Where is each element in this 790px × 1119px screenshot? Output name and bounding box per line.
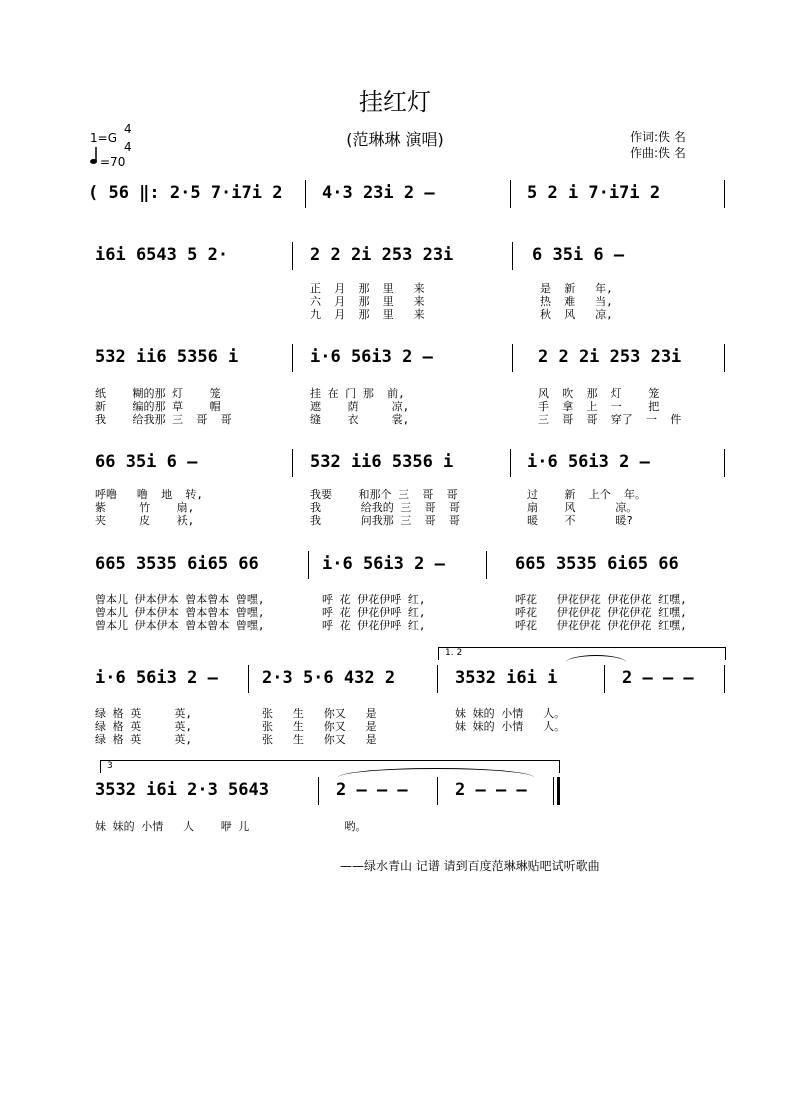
lyric-5-2-2: 呼 花 伊花伊呼 红, bbox=[322, 606, 426, 619]
lyric-6-1-2: 绿 格 英 英, bbox=[95, 720, 192, 733]
measure-5-3: 665 3535 6i65 66 bbox=[515, 554, 679, 574]
lyric-7-1-1: 妹 妹的 小情 人 咿 儿 bbox=[95, 820, 250, 833]
measure-4-2: 532 ii6 5356 i bbox=[310, 452, 454, 472]
lyric-6-2-1: 张 生 你又 是 bbox=[262, 707, 377, 720]
measure-6-3: 3532 i6i i bbox=[455, 668, 558, 688]
measure-5-1: 665 3535 6i65 66 bbox=[95, 554, 259, 574]
lyric-6-2-3: 张 生 你又 是 bbox=[262, 733, 377, 746]
lyric-5-2-1: 呼 花 伊花伊呼 红, bbox=[322, 593, 426, 606]
lyric-2-2-2: 六 月 那 里 来 bbox=[310, 295, 425, 308]
measure-6-1: i·6 56i3 2 — bbox=[95, 668, 218, 688]
lyric-3-2-2: 遮 荫 凉, bbox=[310, 400, 410, 413]
lyric-3-3-2: 手 拿 上 一 把 bbox=[538, 400, 660, 413]
barline bbox=[437, 777, 438, 805]
lyric-2-2-1: 正 月 那 里 来 bbox=[310, 282, 425, 295]
lyric-4-3-3: 暖 不 暖? bbox=[527, 514, 633, 527]
barline bbox=[512, 344, 513, 372]
measure-3-3: 2 2 2i 253 23i bbox=[538, 347, 682, 367]
score-row-5 bbox=[0, 547, 790, 587]
barline bbox=[604, 665, 605, 693]
lyric-2-3-2: 热 难 当, bbox=[540, 295, 613, 308]
score-row-1 bbox=[0, 176, 790, 216]
measure-5-2: i·6 56i3 2 — bbox=[322, 554, 445, 574]
measure-7-2: 2 — — — bbox=[336, 780, 408, 800]
key-signature: 1=G bbox=[90, 131, 117, 145]
measure-6-4: 2 — — — bbox=[622, 668, 694, 688]
lyric-6-3-1: 妹 妹的 小情 人。 bbox=[455, 707, 566, 720]
barline bbox=[724, 180, 725, 208]
barline bbox=[305, 180, 306, 208]
score-row-7 bbox=[0, 773, 790, 813]
score-row-2 bbox=[0, 238, 790, 278]
lyric-6-2-2: 张 生 你又 是 bbox=[262, 720, 377, 733]
barline bbox=[510, 180, 511, 208]
lyric-5-1-3: 曾本儿 伊本伊本 曾本曾本 曾嘿, bbox=[95, 619, 265, 632]
measure-6-2: 2·3 5·6 432 2 bbox=[262, 668, 396, 688]
lyric-4-3-1: 过 新 上个 年。 bbox=[527, 488, 646, 501]
lyric-3-1-3: 我 给我那 三 哥 哥 bbox=[95, 413, 232, 426]
song-title: 挂红灯 bbox=[359, 88, 431, 116]
lyric-6-1-3: 绿 格 英 英, bbox=[95, 733, 192, 746]
lyric-6-3-2: 妹 妹的 小情 人。 bbox=[455, 720, 566, 733]
barline bbox=[308, 551, 309, 579]
final-barline-thick bbox=[557, 777, 560, 805]
lyric-2-3-3: 秋 风 凉, bbox=[540, 308, 613, 321]
barline bbox=[437, 665, 438, 693]
barline bbox=[512, 242, 513, 270]
barline bbox=[724, 449, 725, 477]
tempo-mark: =70 bbox=[100, 155, 126, 169]
lyric-5-1-1: 曾本儿 伊本伊本 曾本曾本 曾嘿, bbox=[95, 593, 265, 606]
measure-4-1: 66 35i 6 — bbox=[95, 452, 198, 472]
lyric-6-1-1: 绿 格 英 英, bbox=[95, 707, 192, 720]
lyric-4-2-3: 我 问我那 三 哥 哥 bbox=[310, 514, 460, 527]
measure-4-3: i·6 56i3 2 — bbox=[527, 452, 650, 472]
measure-1-2: 4·3 23i 2 — bbox=[322, 183, 435, 203]
barline bbox=[292, 242, 293, 270]
lyric-7-2-1: 哟。 bbox=[318, 820, 367, 833]
measure-3-1: 532 ii6 5356 i bbox=[95, 347, 239, 367]
score-row-3 bbox=[0, 340, 790, 380]
time-signature-top: 4 bbox=[124, 122, 132, 136]
lyric-5-2-3: 呼 花 伊花伊呼 红, bbox=[322, 619, 426, 632]
lyric-3-3-1: 风 吹 那 灯 笼 bbox=[538, 387, 660, 400]
barline bbox=[486, 551, 487, 579]
final-barline-thin bbox=[553, 777, 554, 805]
lyric-3-2-1: 挂 在 门 那 前, bbox=[310, 387, 405, 400]
measure-7-1: 3532 i6i 2·3 5643 bbox=[95, 780, 269, 800]
barline bbox=[724, 344, 725, 372]
barline bbox=[318, 777, 319, 805]
lyric-5-3-3: 呼花 伊花伊花 伊花伊花 红嘿, bbox=[515, 619, 687, 632]
measure-2-3: 6 35i 6 — bbox=[532, 245, 625, 265]
volta-label: 3 bbox=[107, 761, 113, 771]
measure-1-1: ( 56 ‖: 2·5 7·i7i 2 bbox=[88, 183, 283, 203]
lyricist-credit: 作词:佚 名 bbox=[630, 130, 686, 144]
lyric-3-1-2: 新 编的那 草 帽 bbox=[95, 400, 221, 413]
lyric-4-3-2: 扇 风 凉。 bbox=[527, 501, 638, 514]
time-signature-bottom: 4 bbox=[124, 140, 132, 154]
measure-1-3: 5 2 i 7·i7i 2 bbox=[527, 183, 661, 203]
lyric-4-2-1: 我要 和那个 三 哥 哥 bbox=[310, 488, 458, 501]
lyric-4-1-2: 紫 竹 扇, bbox=[95, 501, 195, 514]
measure-2-1: i6i 6543 5 2· bbox=[95, 245, 229, 265]
lyric-3-3-3: 三 哥 哥 穿了 一 件 bbox=[538, 413, 682, 426]
score-row-4 bbox=[0, 445, 790, 485]
barline bbox=[248, 665, 249, 693]
lyric-3-2-3: 缝 衣 裳, bbox=[310, 413, 410, 426]
lyric-2-2-3: 九 月 那 里 来 bbox=[310, 308, 425, 321]
barline bbox=[292, 344, 293, 372]
lyric-4-1-1: 呼噜 噜 地 转, bbox=[95, 488, 203, 501]
barline bbox=[292, 449, 293, 477]
composer-credit: 作曲:佚 名 bbox=[630, 146, 686, 160]
measure-3-2: i·6 56i3 2 — bbox=[310, 347, 433, 367]
quarter-note-icon bbox=[90, 146, 98, 164]
transcriber-footer: ——绿水青山 记谱 请到百度范琳琳贴吧试听歌曲 bbox=[340, 859, 600, 873]
lyric-5-3-1: 呼花 伊花伊花 伊花伊花 红嘿, bbox=[515, 593, 687, 606]
lyric-4-1-3: 夹 皮 袄, bbox=[95, 514, 195, 527]
lyric-4-2-2: 我 给我的 三 哥 哥 bbox=[310, 501, 460, 514]
barline bbox=[724, 665, 725, 693]
lyric-5-1-2: 曾本儿 伊本伊本 曾本曾本 曾嘿, bbox=[95, 606, 265, 619]
lyric-3-1-1: 纸 糊的那 灯 笼 bbox=[95, 387, 221, 400]
singer-credit: (范琳琳 演唱) bbox=[346, 130, 444, 149]
lyric-5-3-2: 呼花 伊花伊花 伊花伊花 红嘿, bbox=[515, 606, 687, 619]
barline bbox=[510, 449, 511, 477]
score-row-6 bbox=[0, 661, 790, 701]
measure-7-3: 2 — — — bbox=[455, 780, 527, 800]
measure-2-2: 2 2 2i 253 23i bbox=[310, 245, 454, 265]
volta-label: 1. 2 bbox=[445, 648, 463, 658]
lyric-2-3-1: 是 新 年, bbox=[540, 282, 613, 295]
